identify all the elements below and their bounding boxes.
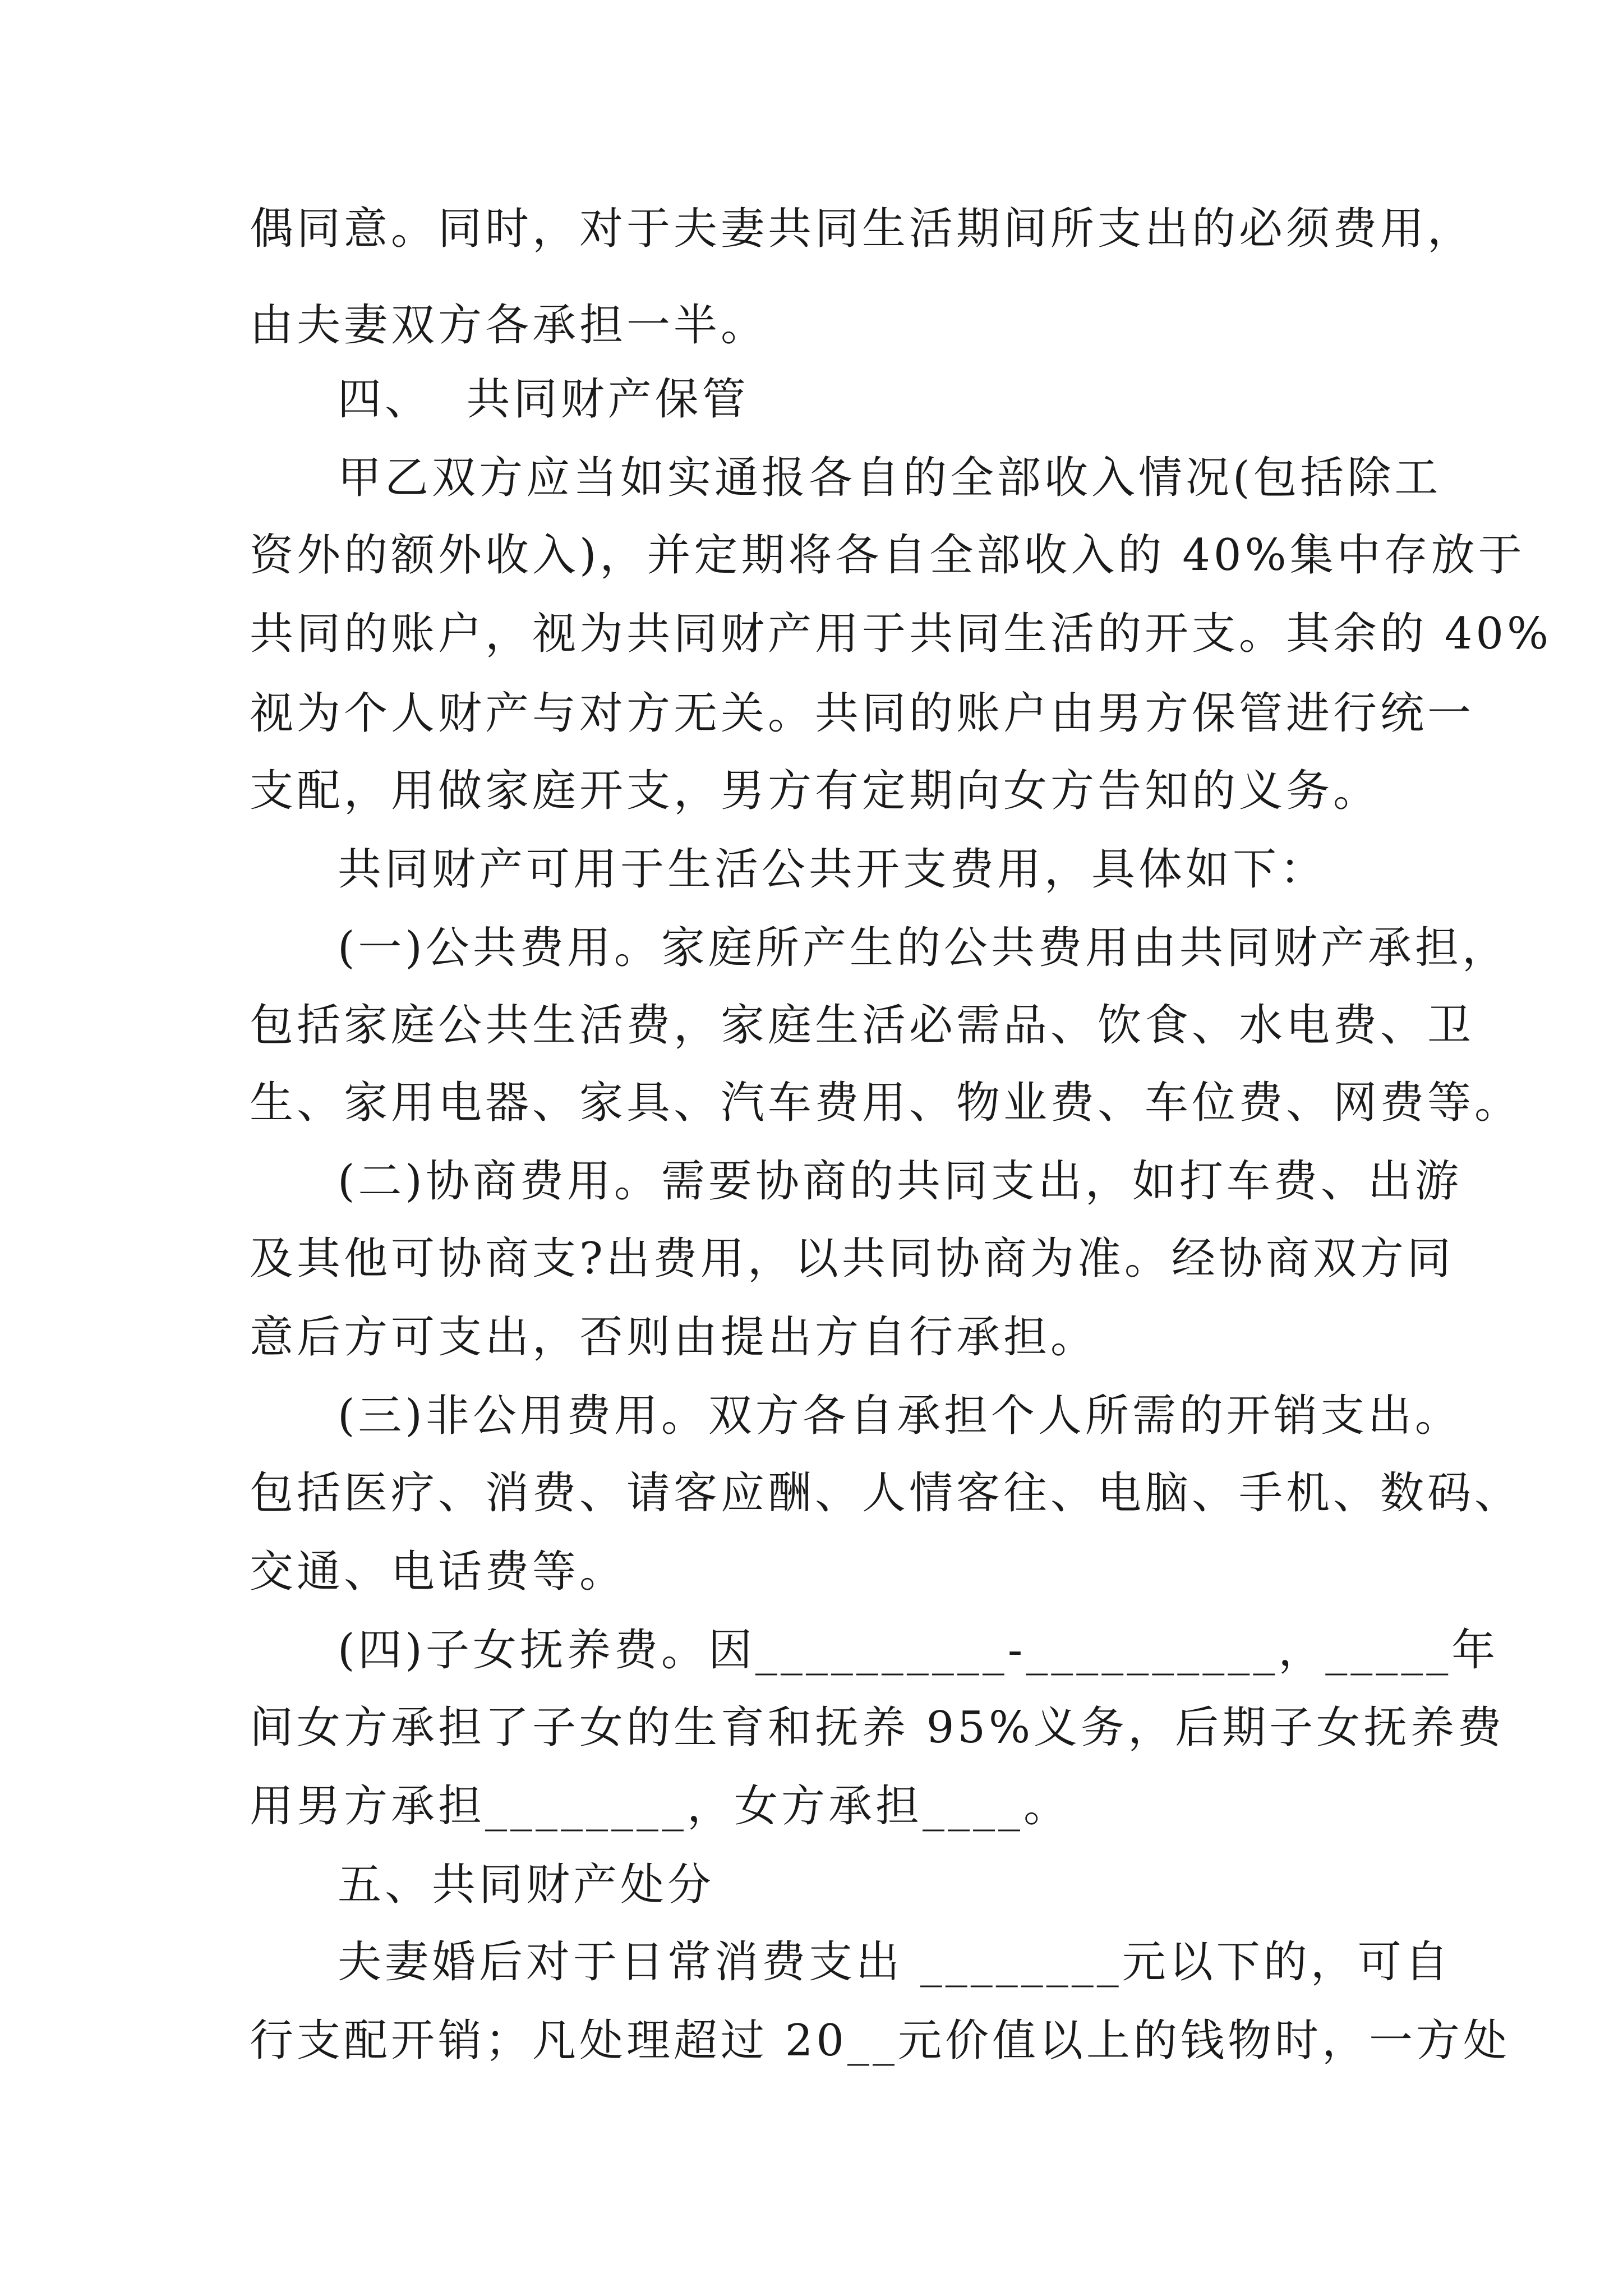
text-line-16: (三)非公用费用。双方各自承担个人所需的开销支出。	[338, 1391, 1462, 1441]
text-line-4: 甲乙双方应当如实通报各自的全部收入情况(包括除工	[338, 453, 1442, 503]
text-line-11: 包括家庭公共生活费，家庭生活必需品、饮食、水电费、卫	[250, 1000, 1475, 1051]
text-line-6: 共同的账户，视为共同财产用于共同生活的开支。其余的 40%	[250, 609, 1552, 659]
text-line-24: 行支配开销；凡处理超过 20__元价值以上的钱物时，一方处	[250, 2016, 1511, 2066]
text-line-15: 意后方可支出，否则由提出方自行承担。	[250, 1312, 1098, 1363]
text-line-7: 视为个人财产与对方无关。共同的账户由男方保管进行统一	[250, 688, 1475, 739]
section-heading-5: 五、共同财产处分	[338, 1860, 715, 1910]
text-line-9: 共同财产可用于生活公共开支费用，具体如下：	[338, 844, 1327, 895]
text-line-17: 包括医疗、消费、请客应酬、人情客往、电脑、手机、数码、	[250, 1468, 1522, 1519]
text-line-8: 支配，用做家庭开支，男方有定期向女方告知的义务。	[250, 766, 1381, 816]
text-line-14: 及其他可协商支?出费用，以共同协商为准。经协商双方同	[250, 1234, 1454, 1284]
text-line-12: 生、家用电器、家具、汽车费用、物业费、车位费、网费等。	[250, 1078, 1522, 1128]
text-line-1: 偶同意。同时，对于夫妻共同生活期间所支出的必须费用，	[250, 204, 1475, 254]
text-line-18: 交通、电话费等。	[250, 1547, 627, 1597]
section-heading-4: 四、 共同财产保管	[338, 374, 749, 425]
text-line-10: (一)公共费用。家庭所产生的公共费用由共同财产承担，	[338, 923, 1509, 973]
text-line-21: 用男方承担________，女方承担____。	[250, 1781, 1071, 1832]
text-line-13: (二)协商费用。需要协商的共同支出，如打车费、出游	[338, 1156, 1462, 1207]
text-line-23: 夫妻婚后对于日常消费支出 ________元以下的，可自	[338, 1937, 1452, 1987]
text-line-20: 间女方承担了子女的生育和抚养 95%义务，后期子女抚养费	[250, 1703, 1505, 1753]
text-line-5: 资外的额外收入)，并定期将各自全部收入的 40%集中存放于	[250, 530, 1525, 581]
text-line-19: (四)子女抚养费。因__________-__________，_____年	[338, 1625, 1499, 1676]
text-line-2: 由夫妻双方各承担一半。	[250, 300, 768, 351]
